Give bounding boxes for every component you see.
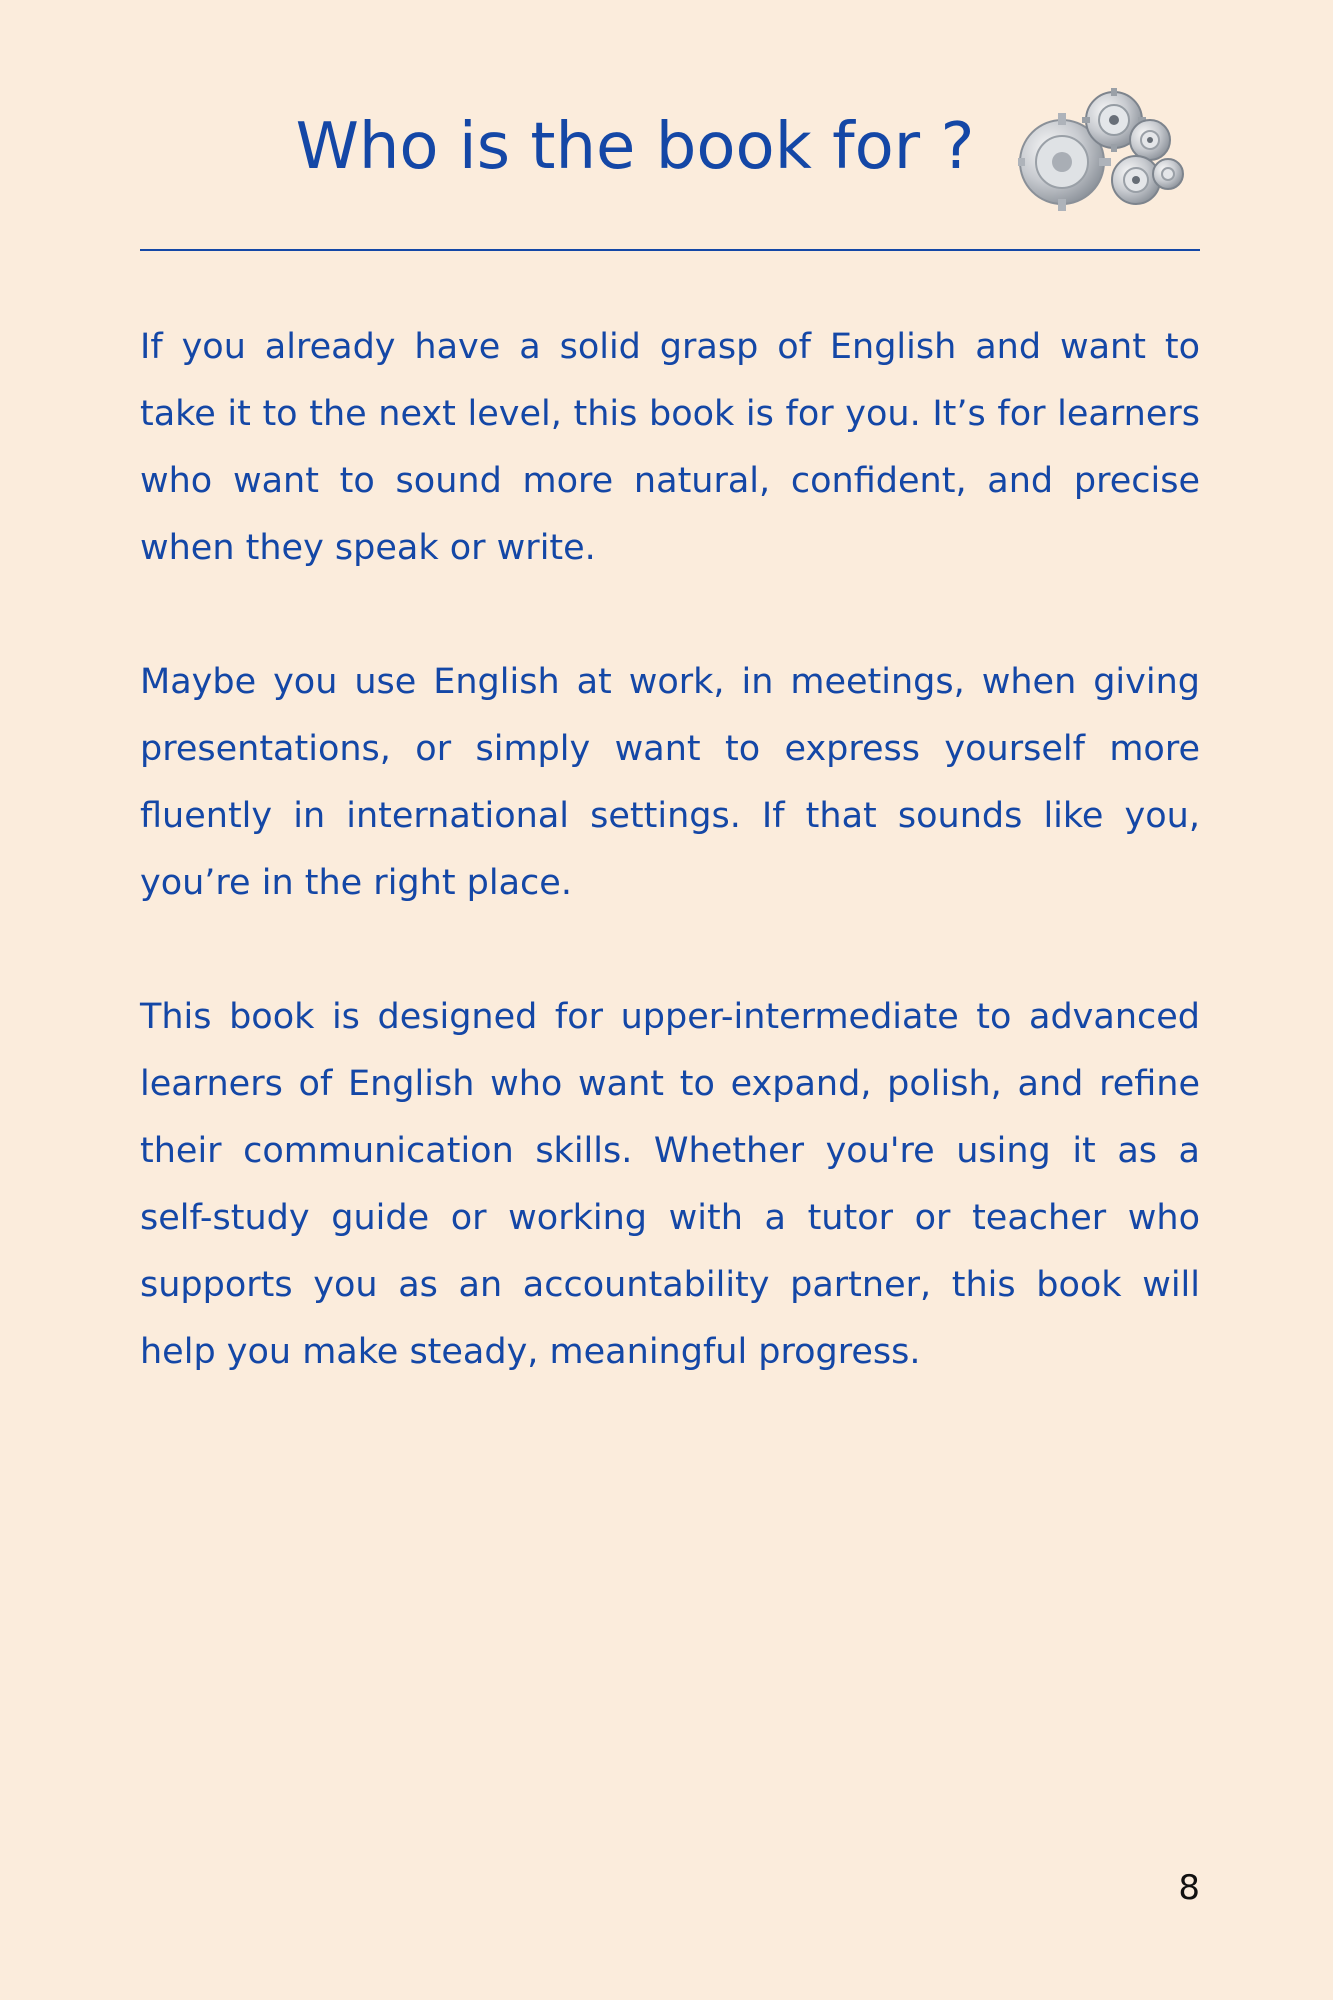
gears-icon [1018, 82, 1188, 214]
document-body [140, 314, 1200, 1453]
title-divider [140, 249, 1200, 251]
bottom-gear [1112, 156, 1160, 204]
small-gear [1153, 159, 1183, 189]
body-paragraph-2: Maybe you use English at work, in meetings, when giving presentations, or simply want to express yourself more fluently in international settings. If that sounds like you, you’re in the right place. [140, 662, 1200, 903]
body-paragraph-3: This book is designed for upper-intermediate to advanced learners of English who want to expand, polish, and refine their communication skills. Whether you're using it as a self-study guide or working with a tutor or teacher who supports you as an accountability partner, this book will help you make steady, meaningful progress. [140, 997, 1200, 1372]
page-title: Who is the book for ? [295, 110, 975, 184]
body-paragraph-1: If you already have a solid grasp of English and want to take it to the next level, this book is for you. It’s for learners who want to sound more natural, confident, and precise when they speak or write. [140, 327, 1200, 568]
page-number: 8 [1178, 1868, 1200, 1908]
right-gear [1130, 120, 1170, 160]
